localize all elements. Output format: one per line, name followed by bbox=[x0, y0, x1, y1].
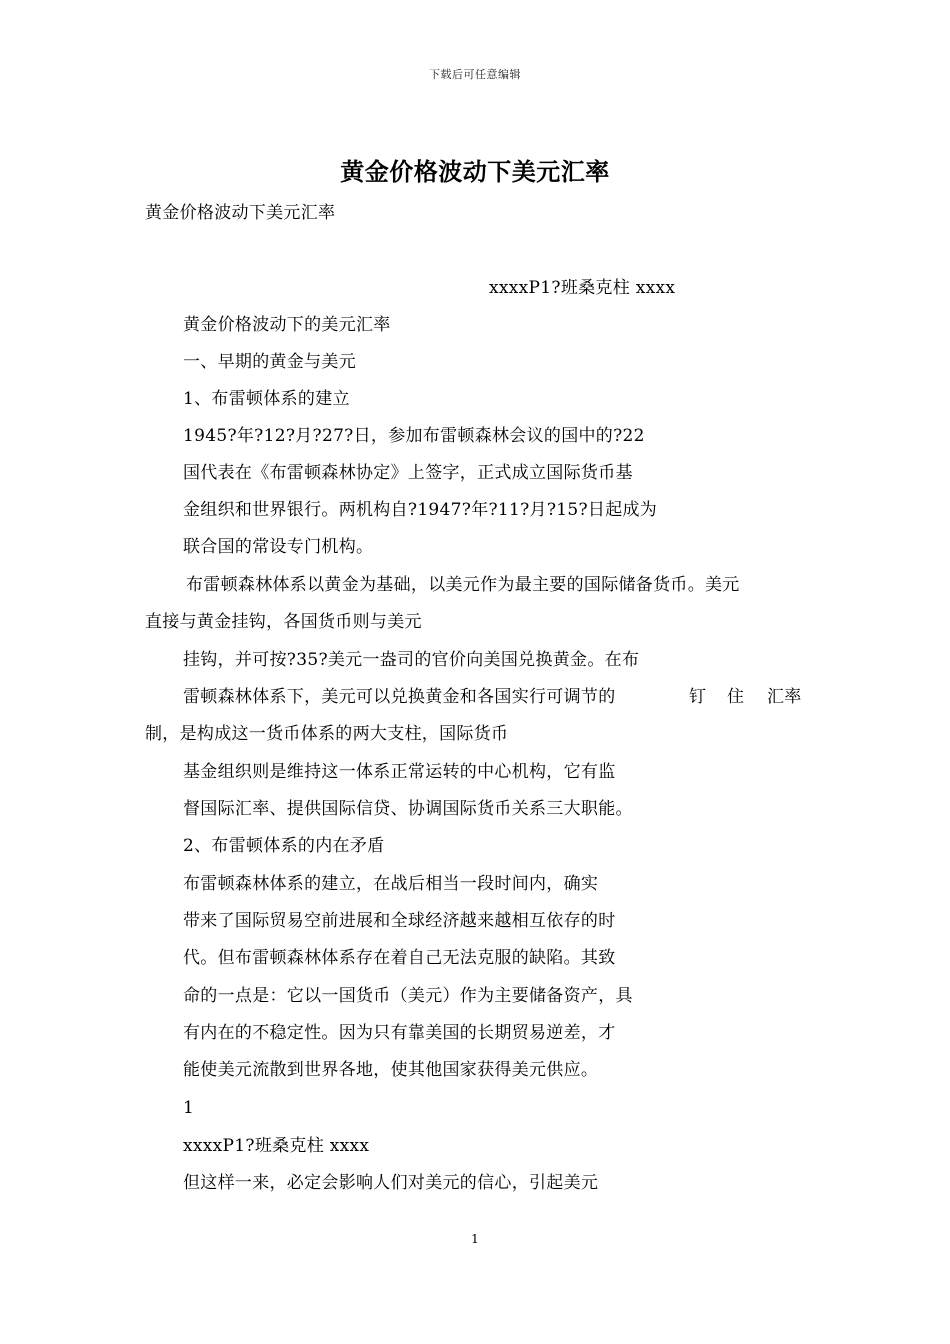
section-heading: 黄金价格波动下的美元汇率 bbox=[183, 315, 391, 335]
paragraph-line: 1945?年?12?月?27?日，参加布雷顿森林会议的国中的?22 bbox=[183, 426, 645, 446]
author-line: xxxxP1?班桑克柱 xxxx bbox=[183, 1136, 370, 1156]
paragraph-line: 布雷顿森林体系以黄金为基础，以美元作为最主要的国际储备货币。美元 bbox=[186, 575, 740, 595]
paragraph-line: 布雷顿森林体系的建立，在战后相当一段时间内，确实 bbox=[183, 874, 599, 894]
paragraph-line: 带来了国际贸易空前进展和全球经济越来越相互依存的时 bbox=[183, 911, 616, 931]
paragraph-line: 国代表在《布雷顿森林协定》上签字，正式成立国际货币基 bbox=[183, 463, 633, 483]
paragraph-line: 基金组织则是维持这一体系正常运转的中心机构，它有监 bbox=[183, 762, 616, 782]
subsection-heading: 2、布雷顿体系的内在矛盾 bbox=[183, 836, 385, 856]
document-title: 黄金价格波动下美元汇率 bbox=[340, 157, 610, 186]
paragraph-fragment: 汇率 bbox=[767, 687, 802, 707]
paragraph-line: 命的一点是：它以一国货币（美元）作为主要储备资产，具 bbox=[183, 986, 633, 1006]
paragraph-line: 挂钩，并可按?35?美元一盎司的官价向美国兑换黄金。在布 bbox=[183, 650, 640, 670]
paragraph-line: 雷顿森林体系下，美元可以兑换黄金和各国实行可调节的 bbox=[183, 687, 616, 707]
subsection-heading: 1、布雷顿体系的建立 bbox=[183, 389, 350, 409]
paragraph-line: 直接与黄金挂钩，各国货币则与美元 bbox=[145, 612, 422, 632]
section-heading: 一、早期的黄金与美元 bbox=[183, 352, 356, 372]
paragraph-line: 能使美元流散到世界各地，使其他国家获得美元供应。 bbox=[183, 1060, 599, 1080]
paragraph-line: 联合国的常设专门机构。 bbox=[183, 537, 374, 557]
inline-page-number: 1 bbox=[183, 1098, 195, 1118]
subtitle-line: 黄金价格波动下美元汇率 bbox=[145, 203, 336, 223]
paragraph-line: 制，是构成这一货币体系的两大支柱，国际货币 bbox=[145, 724, 509, 744]
paragraph-fragment: 住 bbox=[727, 687, 745, 707]
paragraph-line: 但这样一来，必定会影响人们对美元的信心，引起美元 bbox=[183, 1173, 599, 1193]
paragraph-line: 有内在的不稳定性。因为只有靠美国的长期贸易逆差，才 bbox=[183, 1023, 616, 1043]
paragraph-line: 金组织和世界银行。两机构自?1947?年?11?月?15?日起成为 bbox=[183, 500, 658, 520]
author-line: xxxxP1?班桑克柱 xxxx bbox=[489, 278, 676, 298]
page-header: 下载后可任意编辑 bbox=[429, 68, 521, 81]
paragraph-line: 督国际汇率、提供国际信贷、协调国际货币关系三大职能。 bbox=[183, 799, 633, 819]
page-number: 1 bbox=[471, 1232, 479, 1246]
paragraph-line: 代。但布雷顿森林体系存在着自己无法克服的缺陷。其致 bbox=[183, 948, 616, 968]
paragraph-fragment: 钉 bbox=[689, 687, 707, 707]
